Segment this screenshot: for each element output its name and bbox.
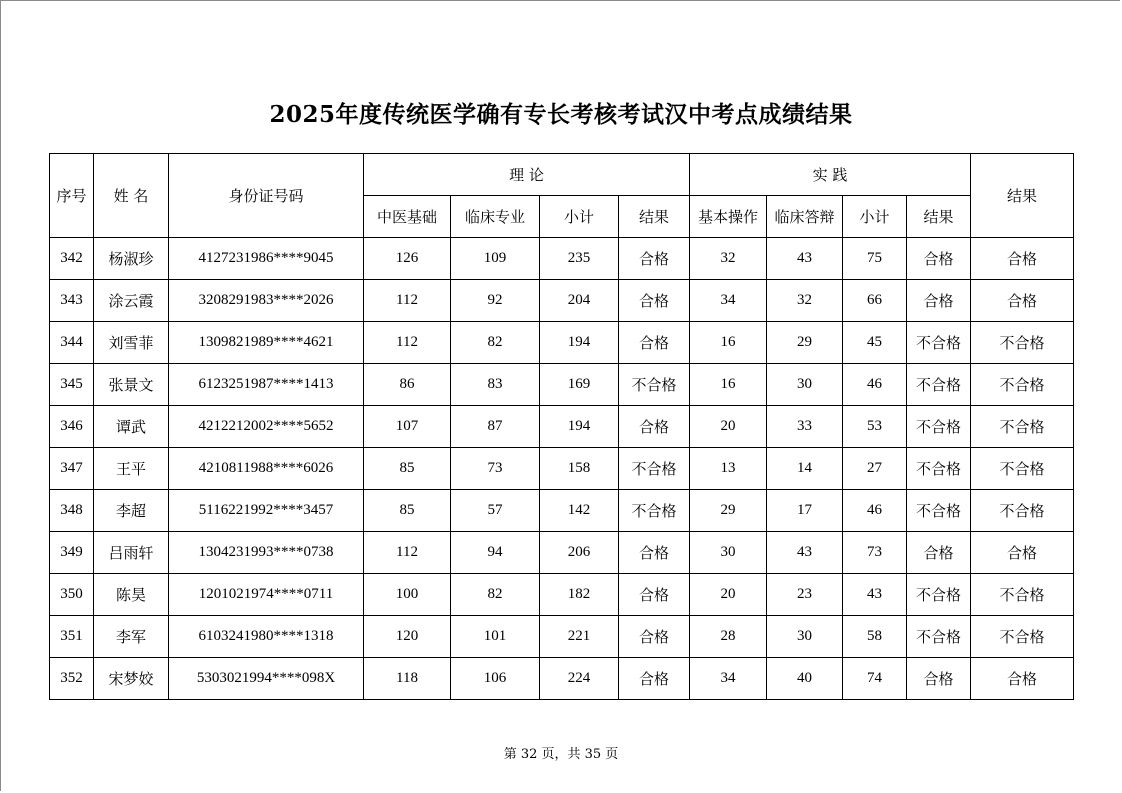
- cell-practice-operation: 20: [690, 574, 767, 616]
- cell-practice-subtotal: 43: [843, 574, 907, 616]
- table-row: [50, 532, 1074, 574]
- cell-name: 杨淑珍: [94, 238, 169, 280]
- cell-seq: 342: [50, 238, 94, 280]
- cell-name: 涂云霞: [94, 280, 169, 322]
- cell-seq: 350: [50, 574, 94, 616]
- table-row: [50, 364, 1074, 406]
- cell-theory-clinical: 92: [451, 280, 540, 322]
- cell-final-result: 不合格: [971, 490, 1074, 532]
- cell-practice-subtotal: 66: [843, 280, 907, 322]
- cell-final-result: 不合格: [971, 448, 1074, 490]
- page-title: 2025年度传统医学确有专长考核考试汉中考点成绩结果: [269, 101, 853, 128]
- header-id: 身份证号码: [169, 154, 364, 238]
- cell-practice-subtotal: 46: [843, 364, 907, 406]
- cell-practice-operation: 28: [690, 616, 767, 658]
- cell-name: 刘雪菲: [94, 322, 169, 364]
- score-table: [49, 153, 1074, 700]
- cell-seq: 344: [50, 322, 94, 364]
- cell-theory-subtotal: 142: [540, 490, 619, 532]
- cell-id: 4212212002****5652: [169, 406, 364, 448]
- cell-theory-basic: 112: [364, 322, 451, 364]
- header-seq: 序号: [50, 154, 94, 238]
- header-practice-subtotal: 小计: [843, 196, 907, 238]
- cell-name: 李军: [94, 616, 169, 658]
- cell-theory-clinical: 101: [451, 616, 540, 658]
- header-name: 姓 名: [94, 154, 169, 238]
- cell-practice-subtotal: 45: [843, 322, 907, 364]
- cell-id: 4127231986****9045: [169, 238, 364, 280]
- header-theory-clinical: 临床专业: [451, 196, 540, 238]
- table-row: [50, 322, 1074, 364]
- cell-practice-defense: 43: [767, 532, 843, 574]
- table-row: [50, 448, 1074, 490]
- cell-practice-result: 合格: [907, 280, 971, 322]
- cell-theory-subtotal: 194: [540, 322, 619, 364]
- cell-final-result: 合格: [971, 532, 1074, 574]
- table-row: [50, 280, 1074, 322]
- cell-theory-clinical: 94: [451, 532, 540, 574]
- cell-theory-result: 不合格: [619, 364, 690, 406]
- cell-id: 1304231993****0738: [169, 532, 364, 574]
- cell-theory-clinical: 109: [451, 238, 540, 280]
- cell-name: 张景文: [94, 364, 169, 406]
- cell-id: 1201021974****0711: [169, 574, 364, 616]
- header-theory: 理 论: [364, 154, 690, 196]
- table-row: [50, 616, 1074, 658]
- cell-practice-defense: 23: [767, 574, 843, 616]
- cell-theory-result: 合格: [619, 574, 690, 616]
- cell-practice-operation: 34: [690, 658, 767, 700]
- cell-theory-result: 不合格: [619, 490, 690, 532]
- cell-id: 5303021994****098X: [169, 658, 364, 700]
- cell-name: 宋梦姣: [94, 658, 169, 700]
- cell-theory-basic: 120: [364, 616, 451, 658]
- cell-practice-result: 不合格: [907, 448, 971, 490]
- cell-seq: 347: [50, 448, 94, 490]
- cell-id: 4210811988****6026: [169, 448, 364, 490]
- cell-practice-subtotal: 74: [843, 658, 907, 700]
- cell-theory-basic: 118: [364, 658, 451, 700]
- cell-practice-subtotal: 46: [843, 490, 907, 532]
- cell-practice-result: 合格: [907, 658, 971, 700]
- header-practice: 实 践: [690, 154, 971, 196]
- cell-final-result: 合格: [971, 238, 1074, 280]
- cell-theory-subtotal: 194: [540, 406, 619, 448]
- cell-final-result: 不合格: [971, 616, 1074, 658]
- header-practice-result: 结果: [907, 196, 971, 238]
- cell-practice-defense: 40: [767, 658, 843, 700]
- cell-theory-subtotal: 221: [540, 616, 619, 658]
- cell-theory-clinical: 57: [451, 490, 540, 532]
- cell-theory-result: 合格: [619, 238, 690, 280]
- cell-practice-subtotal: 27: [843, 448, 907, 490]
- cell-practice-operation: 13: [690, 448, 767, 490]
- table-row: [50, 658, 1074, 700]
- cell-final-result: 不合格: [971, 364, 1074, 406]
- cell-id: 3208291983****2026: [169, 280, 364, 322]
- cell-theory-basic: 112: [364, 280, 451, 322]
- cell-practice-result: 合格: [907, 238, 971, 280]
- cell-theory-subtotal: 224: [540, 658, 619, 700]
- cell-practice-result: 不合格: [907, 322, 971, 364]
- cell-practice-subtotal: 53: [843, 406, 907, 448]
- cell-final-result: 不合格: [971, 574, 1074, 616]
- cell-practice-operation: 20: [690, 406, 767, 448]
- cell-seq: 351: [50, 616, 94, 658]
- table-row: [50, 406, 1074, 448]
- cell-practice-operation: 34: [690, 280, 767, 322]
- cell-theory-basic: 85: [364, 448, 451, 490]
- cell-practice-operation: 29: [690, 490, 767, 532]
- cell-seq: 349: [50, 532, 94, 574]
- cell-seq: 352: [50, 658, 94, 700]
- cell-name: 陈昊: [94, 574, 169, 616]
- cell-seq: 348: [50, 490, 94, 532]
- cell-theory-basic: 107: [364, 406, 451, 448]
- cell-practice-operation: 16: [690, 322, 767, 364]
- cell-practice-operation: 32: [690, 238, 767, 280]
- cell-practice-defense: 32: [767, 280, 843, 322]
- header-practice-operation: 基本操作: [690, 196, 767, 238]
- cell-theory-subtotal: 206: [540, 532, 619, 574]
- cell-theory-basic: 100: [364, 574, 451, 616]
- cell-theory-result: 合格: [619, 532, 690, 574]
- cell-theory-subtotal: 182: [540, 574, 619, 616]
- cell-seq: 346: [50, 406, 94, 448]
- cell-theory-clinical: 106: [451, 658, 540, 700]
- cell-practice-defense: 30: [767, 616, 843, 658]
- table-row: [50, 238, 1074, 280]
- cell-theory-clinical: 73: [451, 448, 540, 490]
- cell-theory-subtotal: 235: [540, 238, 619, 280]
- cell-practice-result: 不合格: [907, 574, 971, 616]
- cell-theory-basic: 112: [364, 532, 451, 574]
- cell-id: 6123251987****1413: [169, 364, 364, 406]
- header-result: 结果: [971, 154, 1074, 238]
- cell-id: 6103241980****1318: [169, 616, 364, 658]
- table-row: [50, 574, 1074, 616]
- cell-name: 吕雨轩: [94, 532, 169, 574]
- cell-practice-subtotal: 73: [843, 532, 907, 574]
- cell-practice-operation: 16: [690, 364, 767, 406]
- cell-practice-result: 不合格: [907, 406, 971, 448]
- cell-theory-clinical: 83: [451, 364, 540, 406]
- cell-theory-basic: 126: [364, 238, 451, 280]
- cell-theory-result: 合格: [619, 616, 690, 658]
- cell-name: 李超: [94, 490, 169, 532]
- header-practice-defense: 临床答辩: [767, 196, 843, 238]
- cell-theory-result: 合格: [619, 322, 690, 364]
- cell-theory-result: 合格: [619, 280, 690, 322]
- cell-practice-subtotal: 75: [843, 238, 907, 280]
- cell-name: 王平: [94, 448, 169, 490]
- cell-id: 1309821989****4621: [169, 322, 364, 364]
- cell-practice-defense: 43: [767, 238, 843, 280]
- cell-practice-defense: 33: [767, 406, 843, 448]
- header-theory-basic: 中医基础: [364, 196, 451, 238]
- cell-theory-result: 合格: [619, 406, 690, 448]
- cell-theory-subtotal: 204: [540, 280, 619, 322]
- cell-name: 谭武: [94, 406, 169, 448]
- cell-final-result: 合格: [971, 280, 1074, 322]
- cell-id: 5116221992****3457: [169, 490, 364, 532]
- cell-theory-clinical: 82: [451, 574, 540, 616]
- cell-final-result: 合格: [971, 658, 1074, 700]
- cell-theory-clinical: 82: [451, 322, 540, 364]
- cell-theory-clinical: 87: [451, 406, 540, 448]
- cell-theory-basic: 86: [364, 364, 451, 406]
- cell-final-result: 不合格: [971, 322, 1074, 364]
- table-body: [50, 238, 1074, 700]
- cell-final-result: 不合格: [971, 406, 1074, 448]
- cell-practice-result: 合格: [907, 532, 971, 574]
- cell-theory-result: 合格: [619, 658, 690, 700]
- cell-practice-result: 不合格: [907, 490, 971, 532]
- cell-practice-defense: 30: [767, 364, 843, 406]
- table-row: [50, 490, 1074, 532]
- cell-theory-result: 不合格: [619, 448, 690, 490]
- cell-theory-subtotal: 158: [540, 448, 619, 490]
- cell-theory-basic: 85: [364, 490, 451, 532]
- cell-seq: 343: [50, 280, 94, 322]
- page-footer: 第 32 页，共 35 页: [503, 747, 619, 762]
- header-theory-result: 结果: [619, 196, 690, 238]
- cell-practice-operation: 30: [690, 532, 767, 574]
- cell-theory-subtotal: 169: [540, 364, 619, 406]
- cell-practice-subtotal: 58: [843, 616, 907, 658]
- cell-practice-defense: 29: [767, 322, 843, 364]
- cell-practice-defense: 14: [767, 448, 843, 490]
- cell-practice-result: 不合格: [907, 616, 971, 658]
- cell-practice-defense: 17: [767, 490, 843, 532]
- cell-practice-result: 不合格: [907, 364, 971, 406]
- header-theory-subtotal: 小计: [540, 196, 619, 238]
- cell-seq: 345: [50, 364, 94, 406]
